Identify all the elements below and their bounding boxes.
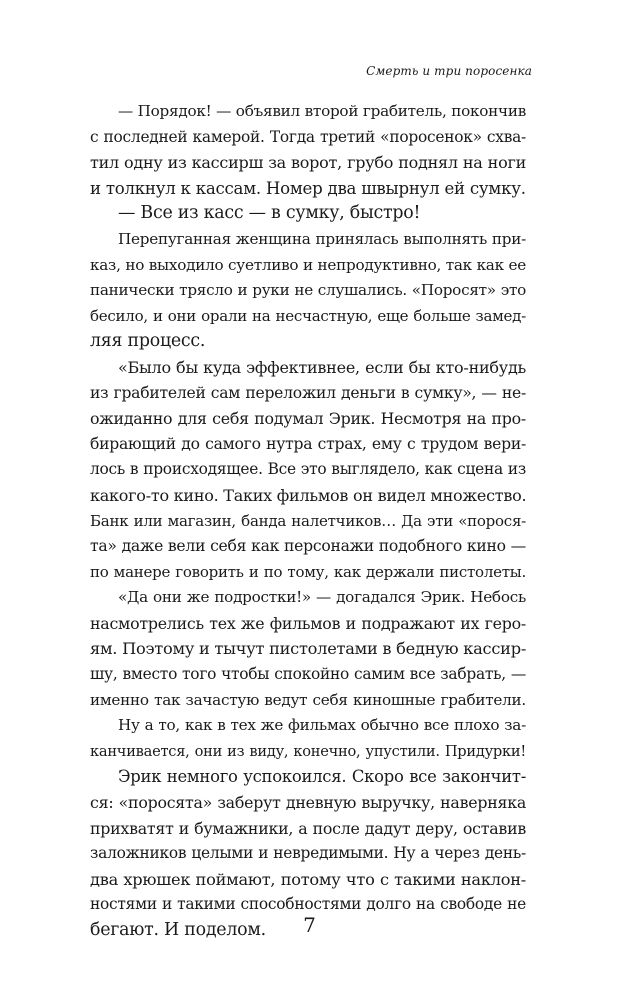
text-line: бегают. И поделом.: [90, 920, 266, 940]
text-line: ляя процесс.: [90, 331, 206, 352]
text-line: лось в происходящее. Все это выглядело, как сцена из: [90, 460, 526, 479]
text-line: Ну а то, как в тех же фильмах обычно все плохо за-: [118, 716, 526, 735]
text-line: именно так зачастую ведут себя киношные грабители.: [90, 690, 526, 709]
body-text: [90, 99, 526, 944]
text-line: «Да они же подростки!» — догадался Эрик. Небось: [118, 588, 526, 607]
text-line: заложников целыми и невредимыми. Ну а через день-: [90, 844, 526, 863]
text-line: канчивается, они из виду, конечно, упустили. Придурки!: [90, 742, 526, 760]
text-line: прихватят и бумажники, а после дадут деру, оставив: [90, 818, 526, 838]
running-head: Смерть и три поросенка: [366, 64, 532, 78]
text-line: из грабителей сам переложил деньги в сумку», — не-: [90, 383, 526, 402]
text-line: Перепуганная женщина принялась выполнять при-: [118, 229, 526, 248]
text-line: ностями и такими способностями долго на свободе не: [90, 895, 526, 914]
text-line: панически трясло и руки не слушались. «Поросят» это: [90, 281, 526, 300]
text-line: Банк или магазин, банда налетчиков… Да эти «порося-: [90, 511, 526, 530]
text-line: насмотрелись тех же фильмов и подражают их геро-: [90, 613, 526, 633]
text-line: по манере говорить и по тому, как держали пистолеты.: [90, 562, 526, 581]
text-line: — Все из касс — в сумку, быстро!: [118, 203, 421, 224]
text-line: та» даже вели себя как персонажи подобного кино —: [90, 537, 526, 556]
text-line: шу, вместо того чтобы спокойно самим все забрать, —: [90, 665, 526, 684]
text-line: с последней камерой. Тогда третий «поросенок» схва-: [90, 127, 526, 146]
text-line: Эрик немного успокоился. Скоро все закончит-: [118, 767, 526, 787]
text-line: — Порядок! — объявил второй грабитель, покончив: [118, 102, 526, 120]
text-line: ожиданно для себя подумал Эрик. Несмотря на про-: [90, 409, 526, 429]
text-line: какого-то кино. Таких фильмов он видел множество.: [90, 485, 527, 505]
text-line: ям. Поэтому и тычут пистолетами в бедную кассир-: [90, 639, 527, 659]
text-line: тил одну из кассирш за ворот, грубо поднял на ноги: [90, 153, 526, 173]
text-line: два хрюшек поймают, потому что с такими наклон-: [90, 869, 526, 889]
text-line: ся: «поросята» заберут дневную выручку, наверняка: [90, 793, 526, 813]
text-line: «Было бы куда эффективнее, если бы кто-нибудь: [118, 357, 526, 377]
text-line: каз, но выходило суетливо и непродуктивно, так как ее: [90, 255, 526, 274]
text-line: и толкнул к кассам. Номер два швырнул ей сумку.: [90, 178, 526, 198]
text-line: бесило, и они орали на несчастную, еще больше замед-: [90, 306, 526, 325]
text-line: бирающий до самого нутра страх, ему с трудом вери-: [90, 434, 526, 453]
page-number: 7: [303, 913, 316, 937]
